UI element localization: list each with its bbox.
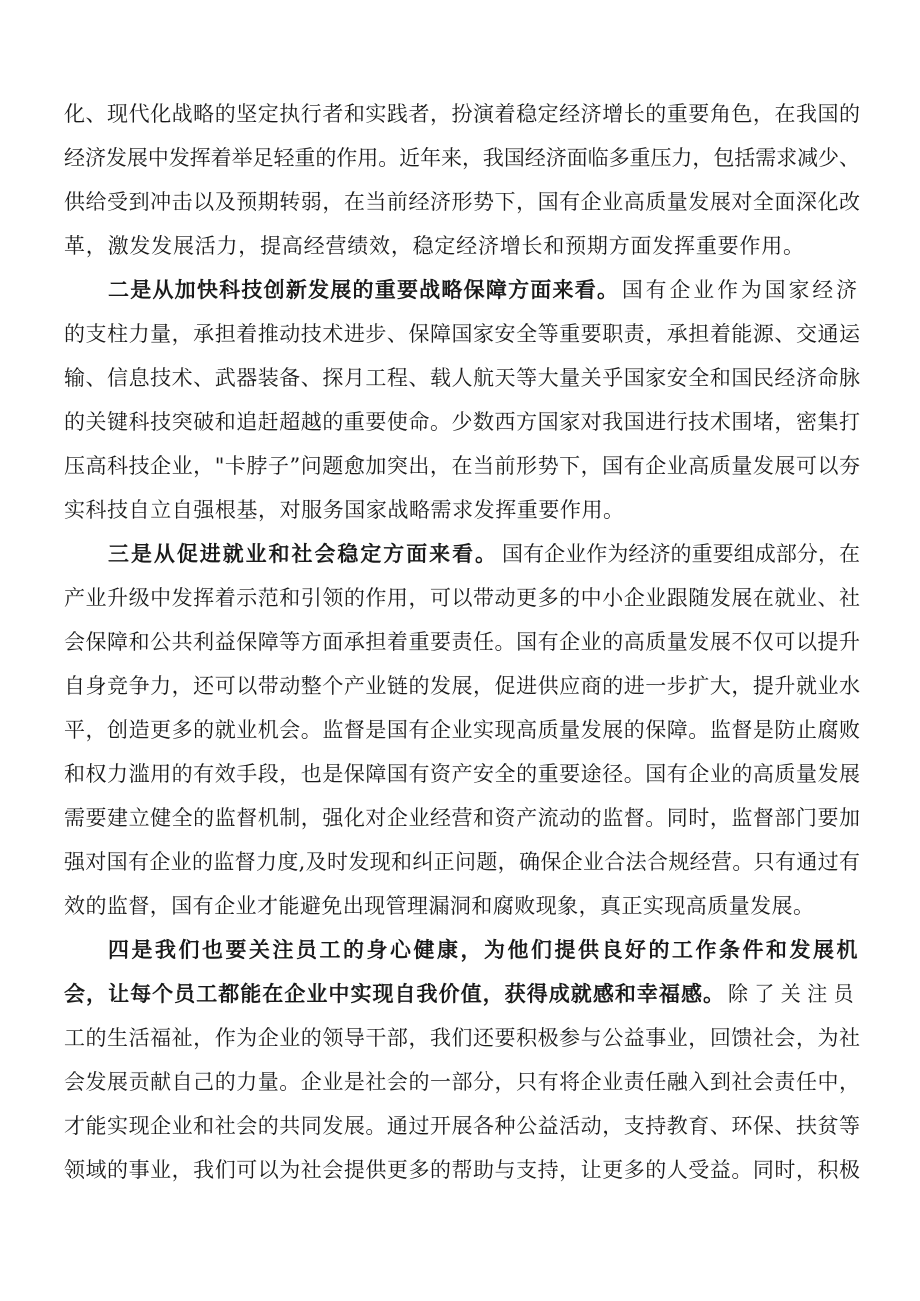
body-text: 革，激发发展活力，提高经营绩效，稳定经济增长和预期方面发挥重要作用。 [64, 234, 805, 258]
body-line [0, 840, 920, 884]
body-line [0, 664, 920, 708]
paragraph-heading-line [0, 532, 920, 576]
body-text: 领域的事业，我们可以为社会提供更多的帮助与支持，让更多的人受益。同时，积极 [64, 1158, 861, 1182]
paragraph-heading: 四是我们也要关注员工的身心健康，为他们提供良好的工作条件和发展机 [108, 937, 861, 962]
body-text: 产业升级中发挥着示范和引领的作用，可以带动更多的中小企业跟随发展在就业、社 [64, 586, 861, 610]
body-text: 的支柱力量，承担着推动技术进步、保障国家安全等重要职责，承担着能源、交通运 [64, 322, 861, 346]
body-text: 实科技自立自强根基，对服务国家战略需求发挥重要作用。 [64, 498, 625, 522]
body-text: 效的监督，国有企业才能避免出现管理漏洞和腐败现象，真正实现高质量发展。 [64, 894, 815, 918]
paragraph-heading: 会，让每个员工都能在企业中实现自我价值，获得成就感和幸福感。 [64, 981, 726, 1006]
body-text: 供给受到冲击以及预期转弱，在当前经济形势下，国有企业高质量发展对全面深化改 [64, 190, 861, 214]
body-text: 经济发展中发挥着举足轻重的作用。近年来，我国经济面临多重压力，包括需求减少、 [64, 146, 860, 170]
paragraph-heading-line [0, 972, 920, 1016]
body-text: 自身竞争力，还可以带动整个产业链的发展，促进供应商的进一步扩大，提升就业水 [64, 674, 861, 698]
body-text: 和权力滥用的有效手段，也是保障国有资产安全的重要途径。国有企业的高质量发展 [64, 762, 861, 786]
body-line [0, 444, 920, 488]
body-text: 强对国有企业的监督力度,及时发现和纠正问题，确保企业合法合规经营。只有通过有 [64, 850, 861, 874]
body-text: 会保障和公共利益保障等方面承担着重要责任。国有企业的高质量发展不仅可以提升 [64, 630, 861, 654]
paragraph-heading: 二是从加快科技创新发展的重要战略保障方面来看。 [108, 277, 620, 302]
body-line [0, 356, 920, 400]
body-text: 国有企业作为经济的重要组成部分，在 [502, 542, 861, 566]
body-text: 国有企业作为国家经济 [622, 278, 860, 302]
body-line [0, 752, 920, 796]
body-line [0, 488, 920, 532]
body-line [0, 1060, 920, 1104]
body-text: 会发展贡献自己的力量。企业是社会的一部分，只有将企业责任融入到社会责任中， [64, 1070, 861, 1094]
body-text: 除了关注员 [728, 982, 861, 1006]
body-line [0, 400, 920, 444]
body-line [0, 180, 920, 224]
body-text: 工的生活福祉，作为企业的领导干部，我们还要积极参与公益事业，回馈社会，为社 [64, 1026, 861, 1050]
body-text: 压高科技企业，"卡脖子”问题愈加突出，在当前形势下，国有企业高质量发展可以夯 [64, 454, 861, 478]
body-line [0, 224, 920, 268]
body-text: 才能实现企业和社会的共同发展。通过开展各种公益活动，支持教育、环保、扶贫等 [64, 1114, 861, 1138]
body-line [0, 708, 920, 752]
body-line [0, 136, 920, 180]
body-text: 输、信息技术、武器装备、探月工程、载人航天等大量关乎国家安全和国民经济命脉 [64, 366, 861, 390]
body-line [0, 576, 920, 620]
body-line [0, 620, 920, 664]
body-text: 化、现代化战略的坚定执行者和实践者，扮演着稳定经济增长的重要角色，在我国的 [64, 102, 861, 126]
paragraph-heading: 三是从促进就业和社会稳定方面来看。 [108, 541, 499, 566]
body-line [0, 92, 920, 136]
paragraph-heading-line [0, 928, 920, 972]
body-text: 平，创造更多的就业机会。监督是国有企业实现高质量发展的保障。监督是防止腐败 [64, 718, 861, 742]
body-line [0, 1104, 920, 1148]
body-line [0, 796, 920, 840]
paragraph-heading-line [0, 268, 920, 312]
body-line [0, 1148, 920, 1192]
body-text: 需要建立健全的监督机制，强化对企业经营和资产流动的监督。同时，监督部门要加 [64, 806, 861, 830]
body-line [0, 1016, 920, 1060]
body-line [0, 884, 920, 928]
body-text: 的关键科技突破和追赶超越的重要使命。少数西方国家对我国进行技术围堵，密集打 [64, 410, 861, 434]
body-line [0, 312, 920, 356]
